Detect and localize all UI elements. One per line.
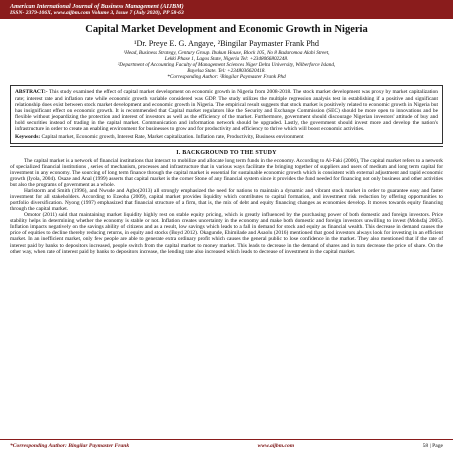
abstract-text: This study examined the effect of capital market development on economic growth in Nigeria from 2008-2018. The stock market development was proxy by market capitalization rate; interest rate and inflation rate while economic growth variable considered was GDP. The study utilizes the multiple regression analysis test in establishing if a positive and significant relationship does exist between stock market development and economic growth in Nigeria. The empirical result suggests that stock market is positively related to economic growth in Nigeria but has insignificant effect on economic growth. It is recommended that Capital market regulators like the Security and Exchange Commission (SEC) should be more open to innovations and be flexible without jeopardizing the protection and interest of investors as well as the efficiency of the market. Furthermore, government should discourage Nigerian investors' attitude of buy and hold securities instead of trading in the capital market. Communication and information network should be upgraded. Lastly, the government should invest more and develop the nation's infrastructure in order to create an enabling environment for businesses to grow and for productivity and efficiency to thrive which will boost economic activities.: [15, 89, 438, 132]
section-heading: I. BACKGROUND TO THE STUDY: [176, 149, 277, 156]
affiliation-line: Lekki Phase 1, Lagos State, Nigeria Tel: +2348066802248.: [164, 56, 289, 63]
journal-header-band: [0, 0, 453, 19]
section-body: [10, 158, 443, 255]
journal-issn-line: ISSN- 2379-106X, www.aijbm.com Volume 3, Issue 7 (July 2020), PP 58-63: [10, 10, 184, 16]
keywords: [15, 134, 438, 140]
affiliation-line: Bayelsa State. Tel: +2348036620418.: [187, 68, 266, 75]
abstract: [15, 89, 438, 131]
affiliation-line: ¹Head, Business Strategy, Century Group. Ibukun House, Block 105, No 8 Badaromoa Alabi Street,: [123, 50, 330, 56]
affiliation-line: ²Department of Accounting Faculty of Management Sciences Niger Delta University, Wilberforce Island,: [117, 62, 336, 69]
corresponding-author-line: *Corresponding Author: ²Bingilar Paymaster Frank Phd: [167, 74, 286, 81]
body-paragraph: Harlstorm and Smith (1996), and Nwude and Agbo(2013) all strongly emphasized the need for nations to maintain a dynamic and vibrant stock market in order to guarantee easy and faster investment for all stakeholders. According to Ezeoha (2009), capital market provides liquidity which contributes to capital formation, and investment risk reduction by offering opportunities to portfolio diversification. Nyong (1997) emphasized that financial structure of a firm, that is, the mix of debt and equity financing changes as economies develop. It moves towards equity financing through the capital market.: [10, 188, 443, 213]
keywords-label: Keywords:: [15, 133, 41, 140]
footer-corresponding-author: *Corresponding Author: Bingilar Paymaster Frank: [10, 443, 130, 449]
page-footer: [0, 439, 453, 453]
page-number: 58 | Page: [422, 443, 443, 449]
abstract-label: ABSTRACT:-: [15, 89, 48, 96]
affiliations: [10, 50, 443, 80]
body-paragraph: The capital market is a network of financial institutions that interact to mobilize and allocate long term funds in the economy. According to Al-Faki (2006), The capital market refers to a network of specialized financial institutions , series of mechanism, processes and infrastructure that in various ways facilitate the bringing together of suppliers and users of medium and long term capital for investment in any economy. The sourcing of long term finance through the capital market is essential for sustainable economic growth which is consistent with external adjustment and rapid economic growth (Iyola, 2004). Osaze and Anal (1999) asserts that capital market is the corner Stone of any financial system since it provides the fund needed for financing not only business and other activities but also the programs of government as a whole.: [10, 157, 443, 189]
divider: [10, 146, 443, 147]
paper-title: Capital Market Development and Economic Growth in Nigeria: [85, 24, 368, 35]
body-paragraph: Omotor (2011) said that maintaining market liquidity highly rest on stable equity pricing, which is greatly influenced by the purchasing power of both domestic and foreign investors. Price stability helps in determining whether the economy is stable or not. Inflation creates uncertainty in the economy and make both domestic and foreign investors unwilling to invest (Mohsfaj 2005). Inflation impacts negatively on the savings ability of citizens and as a result, low savings which leads to a fall in demand for stock and equity as financial wealth. This decrease in demand causes the price of equities to decline thereby reducing returns, in equity and stocks (Boyd 2012). Okagunde, Ehimilade and Asaolu (2016) mentioned that good investors always look for investing in an efficient market. In an inefficient market, only few people are able to generate extra ordinary profit which causes the general public to lose confidence in the market. They also mentioned that if the rate of interest paid by banks to depositors increased, people switch from the capital market to money market. This leads to decrease in the demand of shares and in turn decrease the price of share. On the other way, when rate of interest paid by banks to depositors increase, the lending rate also increased which leads to decrease of investment in the capital market.: [10, 212, 443, 255]
abstract-box: [10, 85, 443, 143]
journal-name: American International Journal of Business Management (AIJBM): [10, 3, 184, 10]
keywords-text: Capital market, Economic growth, Interest Rate, Market capitalization. Inflation rate, Productivity, Business environment: [41, 133, 304, 140]
paper-authors: ¹Dr. Preye E. G. Angaye, ²Bingilar Paymaster Frank Phd: [133, 39, 319, 48]
footer-site-link[interactable]: www.aijbm.com: [257, 443, 295, 449]
